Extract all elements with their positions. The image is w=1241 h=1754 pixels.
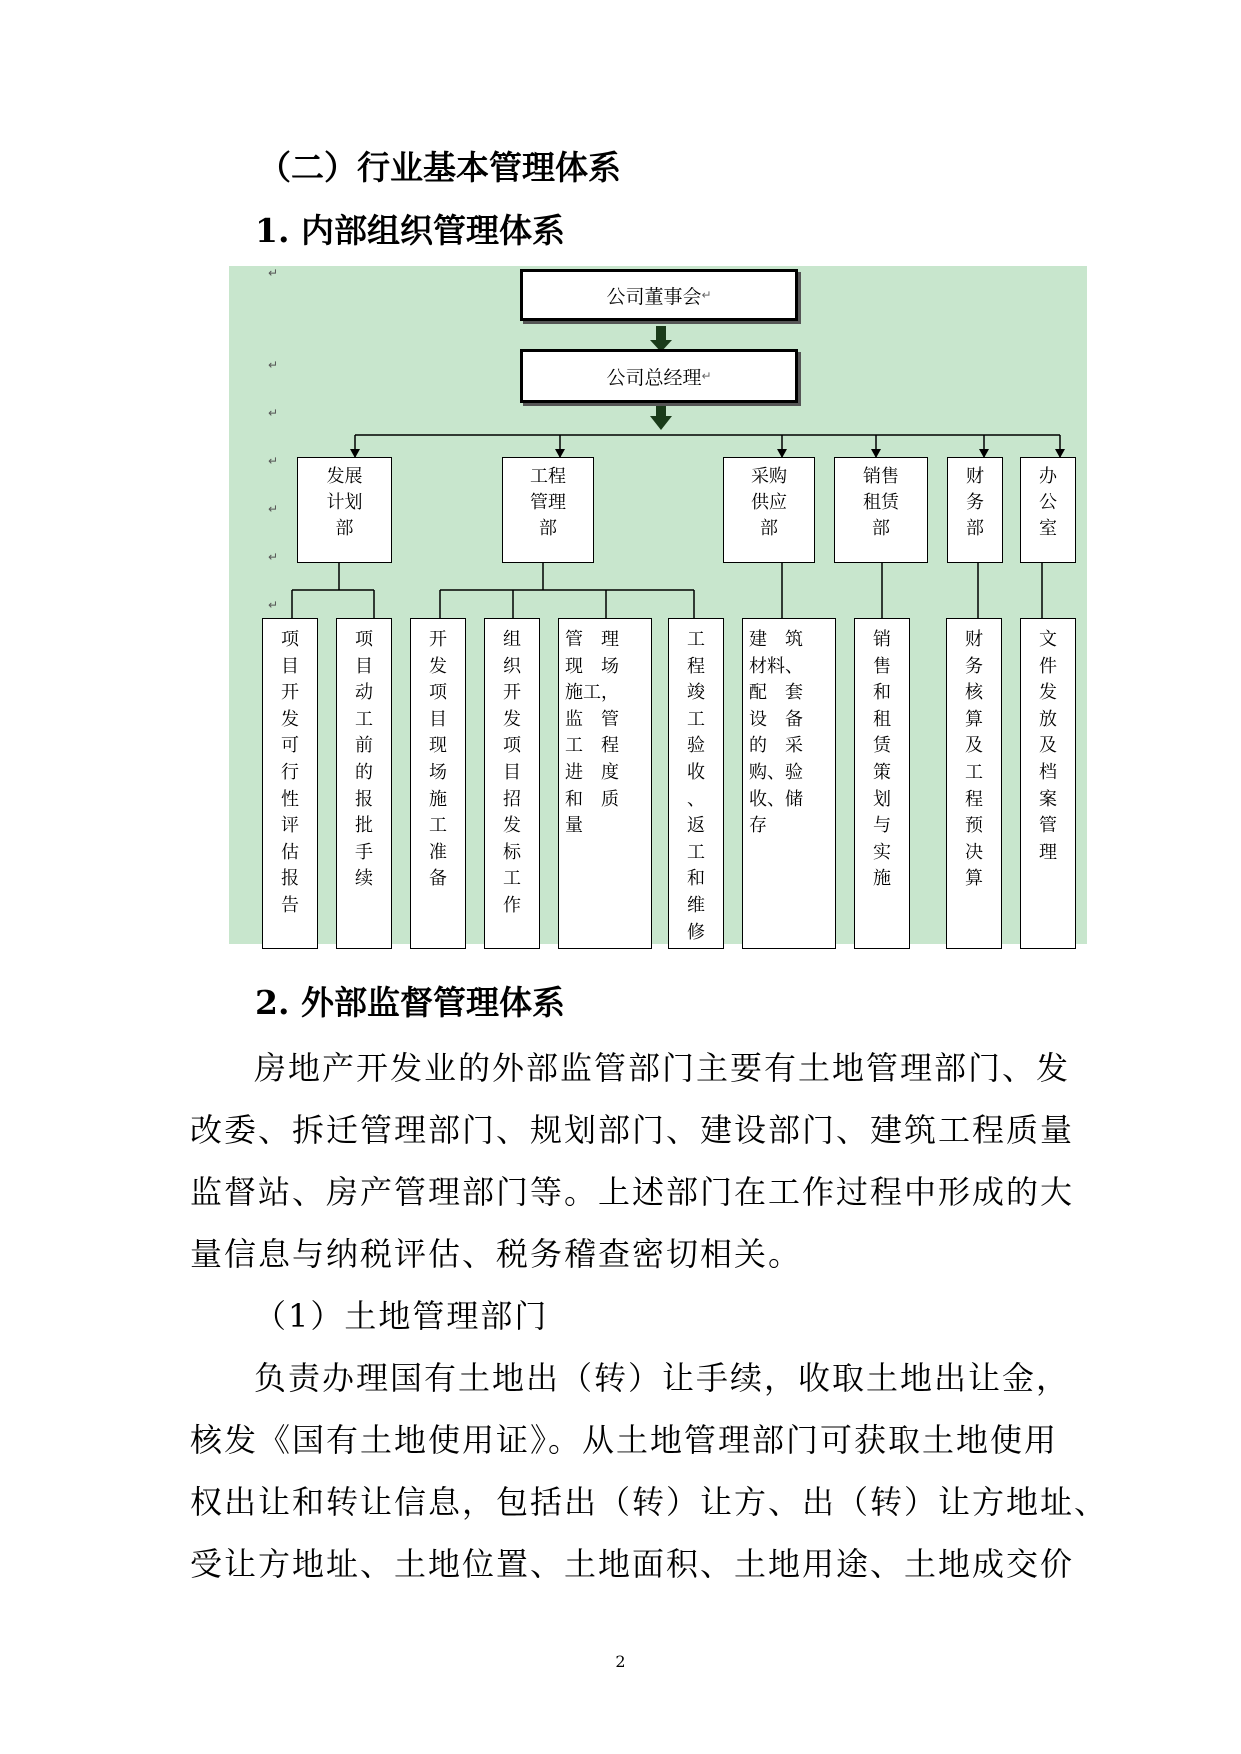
task-line: 策 xyxy=(873,761,891,783)
dept-line: 采购 xyxy=(751,466,787,487)
task-line: 工 xyxy=(355,708,373,730)
task-line: 材料、 xyxy=(749,655,803,677)
department-engineering xyxy=(502,457,594,563)
task-line: 竣 xyxy=(687,682,705,704)
task-line: 修 xyxy=(687,921,705,943)
task-line: 及 xyxy=(965,735,983,757)
task-line: 行 xyxy=(281,761,299,783)
task-line: 标 xyxy=(503,841,521,863)
dept-line: 发展 xyxy=(326,466,363,487)
task-line: 项 xyxy=(281,629,299,650)
dept-line: 管理 xyxy=(530,492,566,513)
task-line: 管 理 xyxy=(565,629,619,650)
task-line: 赁 xyxy=(873,735,891,757)
text-line: 受让方地址、土地位置、土地面积、土地用途、土地成交价 xyxy=(190,1545,1075,1583)
task-line: 工 xyxy=(687,629,705,650)
paragraph-mark: ↵ xyxy=(268,358,279,372)
paragraph-mark: ↵ xyxy=(701,288,712,302)
text-line: 量信息与纳税评估、税务稽查密切相关。 xyxy=(190,1235,803,1273)
task-accounting-budget xyxy=(946,618,1002,949)
department-finance xyxy=(947,457,1003,563)
paragraph-mark: ↵ xyxy=(268,454,279,468)
task-line: 手 xyxy=(355,841,373,863)
task-line: 施 xyxy=(873,868,891,890)
task-line: 项 xyxy=(503,735,521,757)
task-line: 返 xyxy=(687,815,705,837)
task-line: 目 xyxy=(355,655,373,677)
task-line: 验 xyxy=(687,735,705,757)
task-line: 工 xyxy=(965,761,983,783)
task-line: 配 套 xyxy=(749,682,803,704)
board-label: 公司董事会 xyxy=(606,285,702,308)
general-manager-box xyxy=(520,349,798,403)
task-line: 动 xyxy=(355,682,373,704)
task-line: 设 备 xyxy=(749,708,803,730)
department-sales-leasing xyxy=(834,457,928,563)
task-line: 告 xyxy=(281,894,299,916)
task-line: 发 xyxy=(429,655,447,677)
subheading-internal: 1. 内部组织管理体系 xyxy=(255,211,565,250)
task-line: 报 xyxy=(355,788,373,810)
task-line: 工 xyxy=(429,815,447,837)
dept-line: 部 xyxy=(335,518,354,539)
gm-label: 公司总经理 xyxy=(606,366,702,389)
dept-line: 公 xyxy=(1039,492,1057,513)
task-line: 和 xyxy=(873,682,891,704)
task-line: 现 xyxy=(429,735,447,757)
task-line: 可 xyxy=(281,735,299,757)
task-line: 、 xyxy=(687,788,705,810)
task-line: 销 xyxy=(873,629,891,650)
task-line: 备 xyxy=(429,868,447,890)
task-line: 和 质 xyxy=(565,788,619,810)
department-procurement xyxy=(723,457,815,563)
task-line: 组 xyxy=(503,629,521,650)
task-line: 前 xyxy=(355,735,373,757)
task-line: 售 xyxy=(873,655,891,677)
task-acceptance-repair xyxy=(668,618,724,949)
task-line: 务 xyxy=(965,655,983,677)
task-line: 准 xyxy=(429,841,447,863)
task-line: 估 xyxy=(281,841,299,863)
task-line: 发 xyxy=(503,708,521,730)
task-site-supervision xyxy=(558,618,652,949)
task-line: 工 xyxy=(687,708,705,730)
task-line: 目 xyxy=(429,708,447,730)
task-pre-construction-approval xyxy=(336,618,392,949)
task-line: 件 xyxy=(1039,655,1057,677)
task-materials-procurement xyxy=(742,618,836,949)
task-document-archive xyxy=(1020,618,1076,949)
task-line: 进 度 xyxy=(565,761,619,783)
task-line: 决 xyxy=(965,841,983,863)
text-line: 负责办理国有土地出（转）让手续，收取土地出让金， xyxy=(254,1359,1071,1397)
task-line: 与 xyxy=(873,815,891,837)
task-line: 续 xyxy=(355,868,373,890)
task-line: 收、储 xyxy=(749,788,803,810)
text-line: 改委、拆迁管理部门、规划部门、建设部门、建筑工程质量 xyxy=(190,1111,1075,1149)
paragraph-mark: ↵ xyxy=(268,406,279,420)
task-sales-leasing-planning xyxy=(854,618,910,949)
task-line: 划 xyxy=(873,788,891,810)
board-box xyxy=(520,269,798,321)
task-line: 及 xyxy=(1039,735,1057,757)
paragraph-land-dept-heading xyxy=(190,1285,1060,1347)
dept-line: 工程 xyxy=(530,466,566,487)
task-line: 建 筑 xyxy=(749,629,803,650)
task-line: 性 xyxy=(281,788,299,810)
task-line: 核 xyxy=(965,682,983,704)
dept-line: 销售 xyxy=(863,466,899,487)
task-feasibility-report xyxy=(262,618,318,949)
task-line: 织 xyxy=(503,655,521,677)
dept-line: 计划 xyxy=(326,492,363,513)
paragraph-mark: ↵ xyxy=(268,550,279,564)
task-line: 租 xyxy=(873,708,891,730)
dept-line: 部 xyxy=(539,518,557,539)
dept-line: 办 xyxy=(1039,466,1057,487)
task-line: 发 xyxy=(281,708,299,730)
task-line: 文 xyxy=(1039,629,1057,650)
dept-line: 部 xyxy=(760,518,778,539)
task-line: 项 xyxy=(429,682,447,704)
dept-line: 部 xyxy=(966,518,984,539)
text-line: 监督站、房产管理部门等。上述部门在工作过程中形成的大 xyxy=(190,1173,1075,1211)
task-line: 场 xyxy=(429,761,447,783)
task-line: 财 xyxy=(965,629,983,650)
department-development-planning xyxy=(297,457,392,563)
task-line: 现 场 xyxy=(565,655,619,677)
task-line: 评 xyxy=(281,815,299,837)
task-line: 存 xyxy=(749,815,767,837)
task-line: 开 xyxy=(429,629,447,650)
text-line: （1）土地管理部门 xyxy=(254,1297,549,1335)
task-line: 开 xyxy=(503,682,521,704)
dept-line: 财 xyxy=(966,466,984,487)
dept-line: 务 xyxy=(966,492,984,513)
task-line: 程 xyxy=(687,655,705,677)
task-line: 理 xyxy=(1039,841,1057,863)
subheading-external: 2. 外部监督管理体系 xyxy=(255,983,565,1022)
task-line: 的 xyxy=(355,761,373,783)
task-line: 报 xyxy=(281,868,299,890)
text-line: 房地产开发业的外部监管部门主要有土地管理部门、发 xyxy=(254,1049,1071,1087)
task-line: 的 采 xyxy=(749,735,803,757)
task-tendering xyxy=(484,618,540,949)
dept-line: 租赁 xyxy=(863,492,899,513)
task-line: 施 xyxy=(429,788,447,810)
task-line: 目 xyxy=(503,761,521,783)
task-line: 工 xyxy=(687,841,705,863)
task-line: 发 xyxy=(503,815,521,837)
task-line: 预 xyxy=(965,815,983,837)
task-line: 工 xyxy=(503,868,521,890)
task-line: 算 xyxy=(965,868,983,890)
page-number: 2 xyxy=(615,1652,626,1671)
task-line: 和 xyxy=(687,868,705,890)
paragraph-mark: ↵ xyxy=(701,369,712,383)
task-line: 放 xyxy=(1039,708,1057,730)
task-site-preparation xyxy=(410,618,466,949)
task-line: 招 xyxy=(503,788,521,810)
task-line: 量 xyxy=(565,815,583,837)
task-line: 维 xyxy=(687,894,705,916)
paragraph-mark: ↵ xyxy=(268,266,279,280)
task-line: 案 xyxy=(1039,788,1057,810)
task-line: 工 程 xyxy=(565,735,619,757)
task-line: 档 xyxy=(1039,761,1057,783)
task-line: 管 xyxy=(1039,815,1057,837)
task-line: 监 管 xyxy=(565,708,619,730)
task-line: 购、验 xyxy=(749,761,803,783)
task-line: 实 xyxy=(873,841,891,863)
section-heading: （二）行业基本管理体系 xyxy=(258,148,621,187)
paragraph-mark: ↵ xyxy=(268,502,279,516)
task-line: 作 xyxy=(503,894,521,916)
paragraph-land-dept xyxy=(190,1347,1109,1595)
task-line: 目 xyxy=(281,655,299,677)
paragraph-external-supervision xyxy=(190,1037,1075,1285)
dept-line: 室 xyxy=(1039,518,1057,539)
dept-line: 部 xyxy=(872,518,890,539)
department-office xyxy=(1020,457,1076,563)
task-line: 施工， xyxy=(565,682,619,704)
task-line: 收 xyxy=(687,761,705,783)
text-line: 核发《国有土地使用证》。从土地管理部门可获取土地使用 xyxy=(190,1421,1059,1459)
dept-line: 供应 xyxy=(751,492,787,513)
task-line: 批 xyxy=(355,815,373,837)
text-line: 权出让和转让信息，包括出（转）让方、出（转）让方地址、 xyxy=(190,1483,1109,1521)
task-line: 发 xyxy=(1039,682,1057,704)
paragraph-mark: ↵ xyxy=(268,598,279,612)
task-line: 项 xyxy=(355,629,373,650)
task-line: 算 xyxy=(965,708,983,730)
task-line: 程 xyxy=(965,788,983,810)
task-line: 开 xyxy=(281,682,299,704)
